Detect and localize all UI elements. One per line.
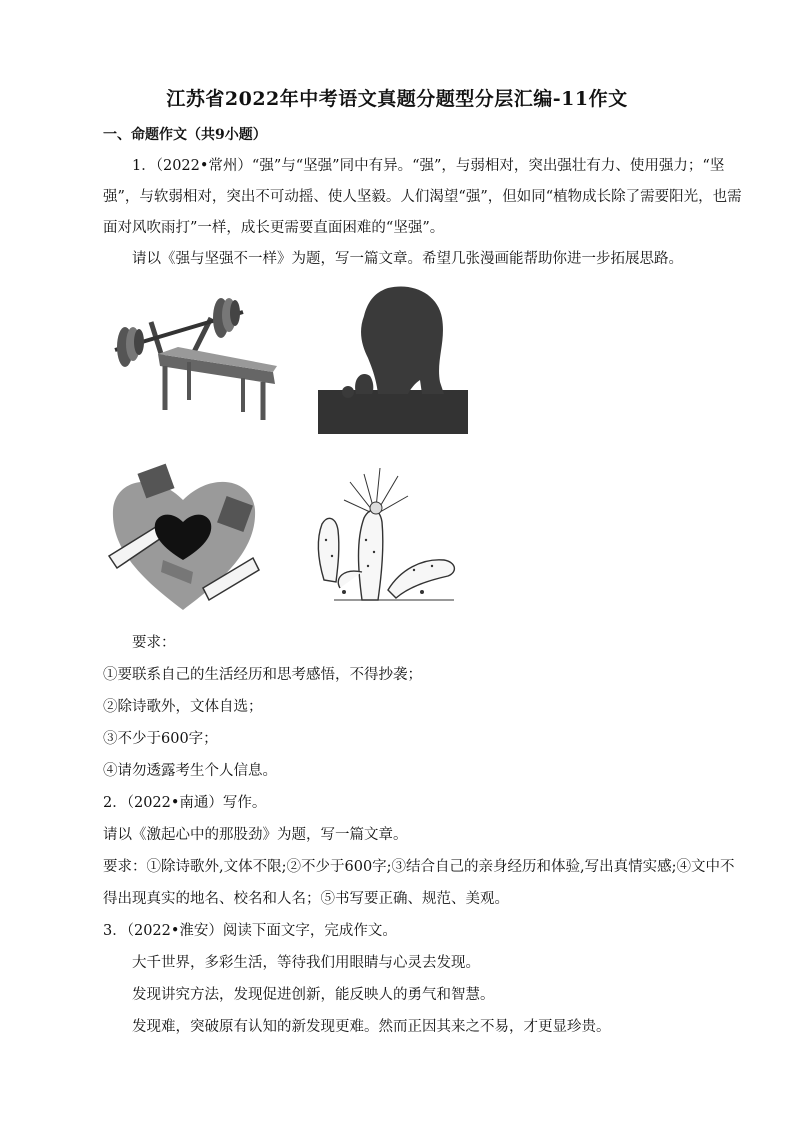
q1-requirements-label: 要求： (132, 635, 176, 651)
q1-prompt: 请以《强与坚强不一样》为题，写一篇文章。希望几张漫画能帮助你进一步拓展思路。 (132, 251, 683, 267)
q1-requirement-3: ③不少于600字； (103, 731, 218, 747)
q2-prompt: 请以《激起心中的那股劲》为题，写一篇文章。 (103, 827, 408, 843)
q2-requirements-line-1: 要求：①除诗歌外,文体不限;②不少于600字;③结合自己的亲身经历和体验,写出真情实感;④文中不 (103, 859, 735, 875)
q1-line-1: 1．（2022•常州）“强”与“坚强”同中有异。“强”，与弱相对，突出强壮有力、使用强力；“坚 (132, 158, 725, 174)
q3-paragraph-2: 发现讲究方法，发现促进创新，能反映人的勇气和智慧。 (132, 987, 495, 1003)
q3-paragraph-3: 发现难，突破原有认知的新发现更难。然而正因其来之不易，才更显珍贵。 (132, 1019, 611, 1035)
q1-line-3: 面对风吹雨打”一样，成长更需要直面困难的“坚强”。 (103, 220, 445, 236)
barbell-bench-illustration (103, 292, 283, 422)
q3-heading: 3．（2022•淮安）阅读下面文字，完成作文。 (103, 923, 397, 939)
q1-requirement-4: ④请勿透露考生个人信息。 (103, 763, 277, 779)
section-heading: 一、命题作文（共9小题） (103, 127, 267, 143)
document-title: 江苏省2022年中考语文真题分题型分层汇编-11作文 (166, 88, 628, 110)
q3-paragraph-1: 大千世界，多彩生活，等待我们用眼睛与心灵去发现。 (132, 955, 480, 971)
hands-heart-illustration (103, 460, 263, 615)
q1-requirement-1: ①要联系自己的生活经历和思考感悟，不得抄袭； (103, 667, 422, 683)
lion-silhouette-illustration (318, 282, 468, 434)
q1-requirement-2: ②除诗歌外，文体自选； (103, 699, 263, 715)
q2-requirements-line-2: 得出现真实的地名、校名和人名；⑤书写要正确、规范、美观。 (103, 891, 509, 907)
cactus-flower-illustration (304, 460, 466, 610)
q2-heading: 2．（2022•南通）写作。 (103, 795, 267, 811)
q1-line-2: 强”，与软弱相对，突出不可动摇、使人坚毅。人们渴望“强”，但如同“植物成长除了需要阳光，也需 (103, 189, 742, 205)
